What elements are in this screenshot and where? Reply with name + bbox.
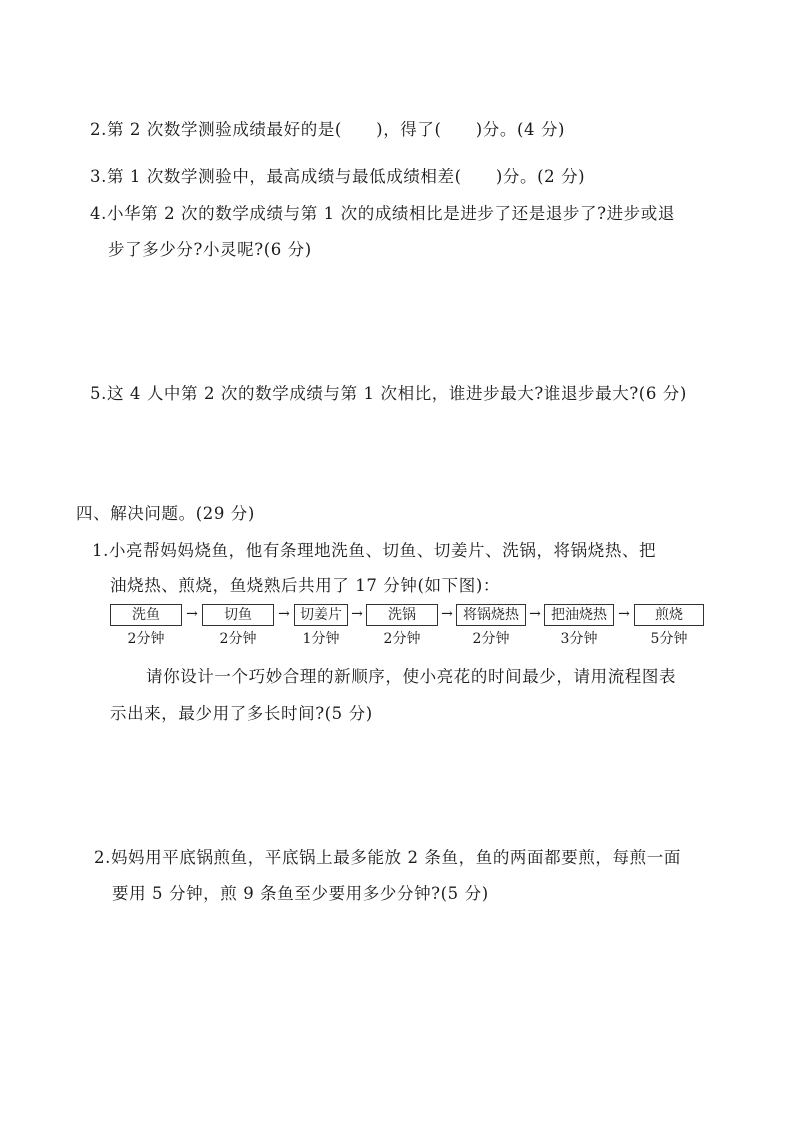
problem-1-line-2: 油烧热、煎烧，鱼烧熟后共用了 17 分钟(如下图)： <box>110 576 500 595</box>
question-2: 2.第 2 次数学测验成绩最好的是( )，得了( )分。(4 分) <box>90 120 566 139</box>
question-4-line-1: 4.小华第 2 次的数学成绩与第 1 次的成绩相比是进步了还是退步了?进步或退 <box>90 204 675 223</box>
flow-step-box: 洗锅 <box>366 604 438 626</box>
flow-step-duration: 1分钟 <box>302 631 340 647</box>
flow-step-duration: 2分钟 <box>219 631 257 647</box>
flow-step-duration: 2分钟 <box>472 631 510 647</box>
problem-2-line-2: 要用 5 分钟，煎 9 条鱼至少要用多少分钟?(5 分) <box>112 884 489 903</box>
flow-arrow-icon: → <box>441 606 453 622</box>
question-3: 3.第 1 次数学测验中，最高成绩与最低成绩相差( )分。(2 分) <box>90 167 586 186</box>
problem-2-line-1: 2.妈妈用平底锅煎鱼，平底锅上最多能放 2 条鱼，鱼的两面都要煎，每煎一面 <box>94 848 681 867</box>
flow-step-box: 将锅烧热 <box>456 604 526 626</box>
flow-arrow-icon: → <box>186 606 198 622</box>
flow-step-box: 煎烧 <box>634 604 704 626</box>
problem-1-line-3: 请你设计一个巧妙合理的新顺序，使小亮花的时间最少，请用流程图表 <box>146 667 677 686</box>
flow-step-duration: 2分钟 <box>383 631 421 647</box>
flow-step-box: 洗鱼 <box>110 604 182 626</box>
flow-step-box: 切鱼 <box>202 604 274 626</box>
flow-chart <box>110 604 710 650</box>
flow-arrow-icon: → <box>278 606 290 622</box>
flow-arrow-icon: → <box>351 606 363 622</box>
problem-1-line-1: 1.小亮帮妈妈烧鱼，他有条理地洗鱼、切鱼、切姜片、洗锅，将锅烧热、把 <box>92 541 657 560</box>
flow-step-box: 切姜片 <box>294 604 348 626</box>
flow-arrow-icon: → <box>529 606 541 622</box>
flow-step-duration: 5分钟 <box>650 631 688 647</box>
flow-step-box: 把油烧热 <box>544 604 614 626</box>
section-4-heading: 四、解决问题。(29 分) <box>76 504 255 523</box>
flow-step-duration: 2分钟 <box>127 631 165 647</box>
flow-step-duration: 3分钟 <box>560 631 598 647</box>
flow-arrow-icon: → <box>618 606 630 622</box>
question-5: 5.这 4 人中第 2 次的数学成绩与第 1 次相比，谁进步最大?谁退步最大?(6 分) <box>90 384 687 403</box>
question-4-line-2: 步了多少分?小灵呢?(6 分) <box>108 240 312 259</box>
problem-1-line-4: 示出来，最少用了多长时间?(5 分) <box>110 704 373 723</box>
